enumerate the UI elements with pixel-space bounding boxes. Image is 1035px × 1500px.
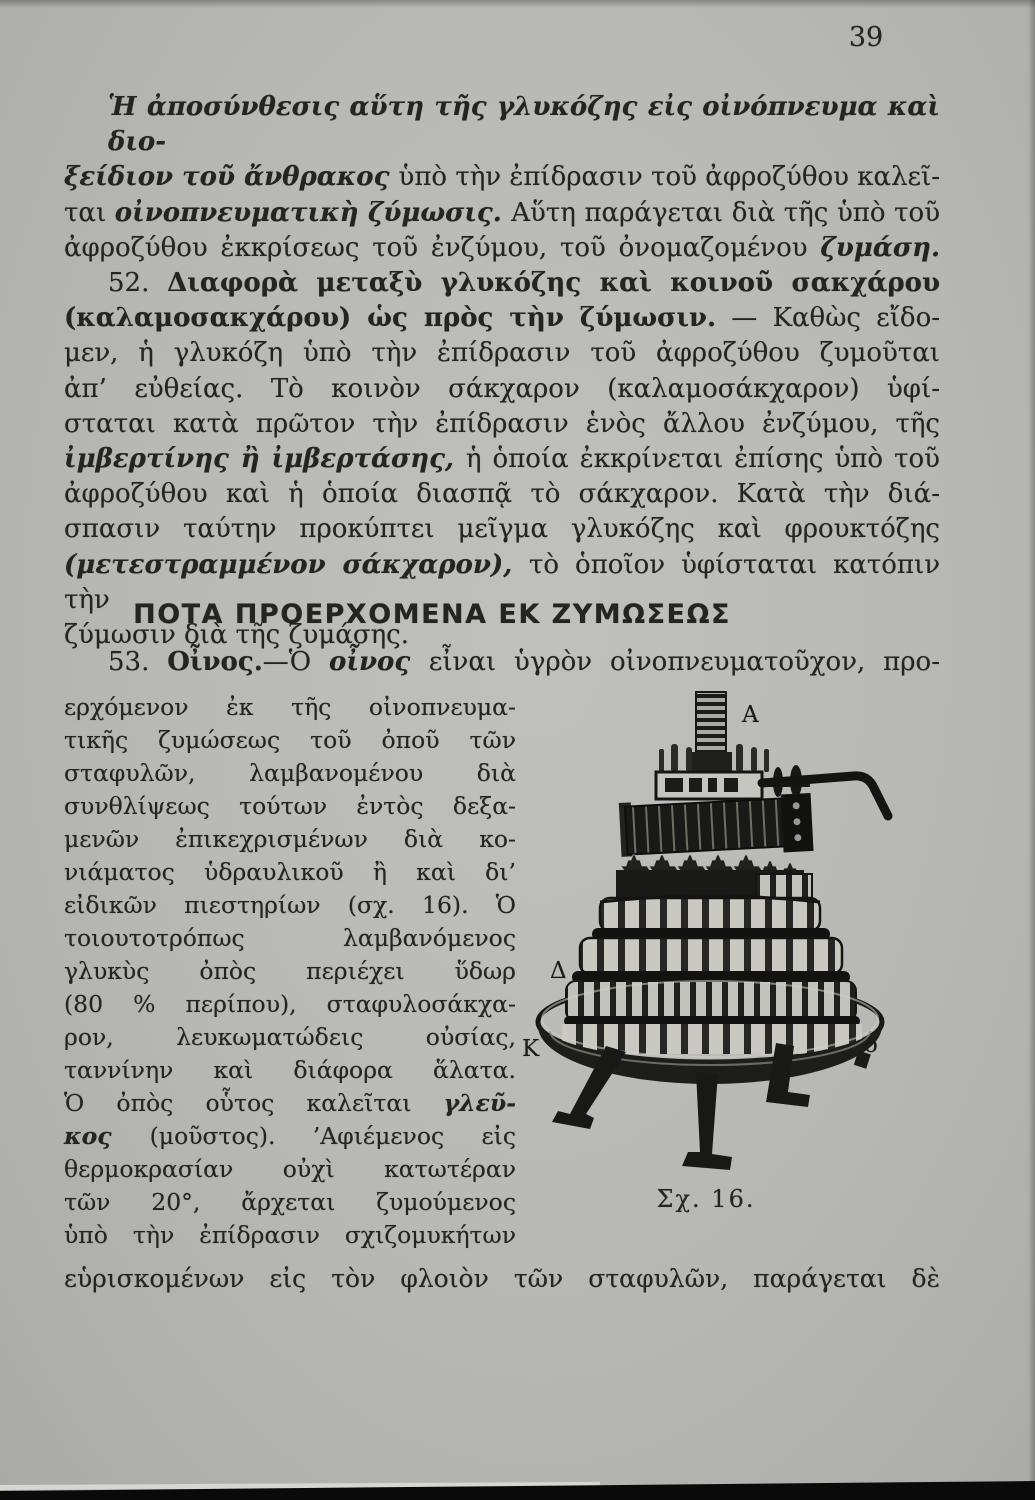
paragraph-53-first-line: [64, 645, 940, 680]
text-line: 52. Διαφορὰ μεταξὺ γλυκόζης καὶ κοινοῦ σακχάρου: [108, 268, 940, 299]
figure-caption: Σχ. 16.: [656, 1185, 756, 1213]
text-line: ἀπ’ εὐθείας. Τὸ κοινὸν σάκχαρον (καλαμοσάκχαρον) ὑφί-: [64, 373, 940, 404]
text-line: ἀφροζύθου ἐκκρίσεως τοῦ ἐνζύμου, τοῦ ὀνομαζομένου ζυμάση.: [64, 232, 940, 263]
page-number: 39: [848, 22, 884, 53]
text-line: ἀφροζύθου καὶ ἡ ὁποία διασπᾷ τὸ σάκχαρον. Κατὰ τὴν διά-: [64, 479, 940, 510]
text-line: σταται κατὰ πρῶτον τὴν ἐπίδρασιν ἑνὸς ἄλλου ἐνζύμου, τῆς: [64, 408, 940, 439]
figure-label-delta: Δ: [550, 958, 567, 984]
section-heading: ΠΟΤΑ ΠΡΟΕΡΧΟΜΕΝΑ ΕΚ ΖΥΜΩΣΕΩΣ: [133, 599, 731, 630]
text-line: ρον, λευκωματώδεις οὐσίας,: [64, 1023, 516, 1051]
paragraph-53-left-column: [64, 691, 516, 1252]
figure-label-a: A: [742, 702, 759, 728]
text-line: συνθλίψεως τούτων ἐντὸς δεξα-: [64, 792, 516, 820]
paragraph-fermentation-intro-and-52: [64, 90, 940, 653]
text-line: ἰμβερτίνης ἢ ἰμβερτάσης, ἡ ὁποία ἐκκρίνεται ἐπίσης ὑπὸ τοῦ: [64, 444, 940, 475]
figure-label-kappa: K: [522, 1036, 540, 1062]
text-line: ται οἰνοπνευματικὴ ζύμωσις. Αὕτη παράγεται διὰ τῆς ὑπὸ τοῦ: [64, 197, 941, 228]
text-line: κος (μοῦστος). ’Αφιέμενος εἰς: [64, 1122, 516, 1150]
text-line: εὑρισκομένων εἰς τὸν φλοιὸν τῶν σταφυλῶν, παράγεται δὲ: [64, 1264, 940, 1293]
text-line: Ὁ ὀπὸς οὗτος καλεῖται γλεῦ-: [64, 1089, 516, 1117]
binding-edge-shadow: [0, 0, 34, 1500]
press-beam: [619, 793, 814, 861]
text-line: γλυκὺς ὀπὸς περιέχει ὕδωρ: [64, 957, 516, 985]
text-line: μεν, ἡ γλυκόζη ὑπὸ τὴν ἐπίδρασιν τοῦ ἀφροζύθου ζυμοῦται: [64, 338, 940, 369]
scan-right-shadow: [1028, 0, 1035, 1500]
text-line: (μετεστραμμένον σάκχαρον), τὸ ὁποῖον ὑφίσταται κατόπιν τὴν: [64, 549, 941, 615]
text-line: νιάματος ὑδραυλικοῦ ἢ καὶ δι’: [64, 858, 516, 886]
paragraph-53-continuation: [64, 1262, 940, 1295]
text-line: εἰδικῶν πιεστηρίων (σχ. 16). Ὁ: [64, 891, 516, 919]
text-line: 53. Οἶνος.—Ὁ οἶνος εἶναι ὑγρὸν οἰνοπνευματοῦχον, προ-: [108, 647, 940, 677]
text-line: ὑπὸ τὴν ἐπίδρασιν σχιζομυκήτων: [64, 1221, 516, 1249]
text-line: Ἡ ἀποσύνθεσις αὕτη τῆς γλυκόζης εἰς οἰνόπνευμα καὶ διο-: [108, 92, 940, 158]
text-line: (καλαμοσακχάρου) ὡς πρὸς τὴν ζύμωσιν. — Καθὼς εἴδο-: [64, 303, 941, 334]
press-basket: [538, 896, 882, 1062]
text-line: τοιουτοτρόπως λαμβανόμενος: [64, 924, 516, 952]
text-line: σπασιν ταύτην προκύπτει μεῖγμα γλυκόζης καὶ φρουκτόζης: [64, 514, 940, 545]
scan-top-shadow: [0, 0, 1035, 8]
text-line: τικῆς ζυμώσεως τοῦ ὀποῦ τῶν: [64, 726, 516, 754]
text-line: ζύμωσιν διὰ τῆς ζυμάσης.: [64, 620, 409, 651]
text-line: (80 % περίπου), σταφυλοσάκχα-: [64, 990, 516, 1018]
text-line: τῶν 20°, ἄρχεται ζυμούμενος: [64, 1188, 516, 1216]
text-line: ερχόμενον ἐκ τῆς οἰνοπνευμα-: [64, 693, 516, 721]
text-line: θερμοκρασίαν οὐχὶ κατωτέραν: [64, 1155, 516, 1183]
text-line: σταφυλῶν, λαμβανομένου διὰ: [64, 759, 516, 787]
text-line: μενῶν ἐπικεχρισμένων διὰ κο-: [64, 825, 516, 853]
text-line: ξείδιον τοῦ ἄνθρακος ὑπὸ τὴν ἐπίδρασιν τοῦ ἀφροζύθου καλεῖ-: [64, 162, 940, 193]
paragraph-intro: [64, 90, 940, 266]
text-line: ταννίνην καὶ διάφορα ἅλατα.: [64, 1056, 516, 1084]
wine-press-figure: [520, 686, 922, 1231]
figure-label-omicron: o: [864, 1032, 878, 1058]
press-screw: [690, 692, 732, 774]
paragraph-52: [64, 266, 940, 653]
wine-press-illustration: [520, 686, 922, 1231]
